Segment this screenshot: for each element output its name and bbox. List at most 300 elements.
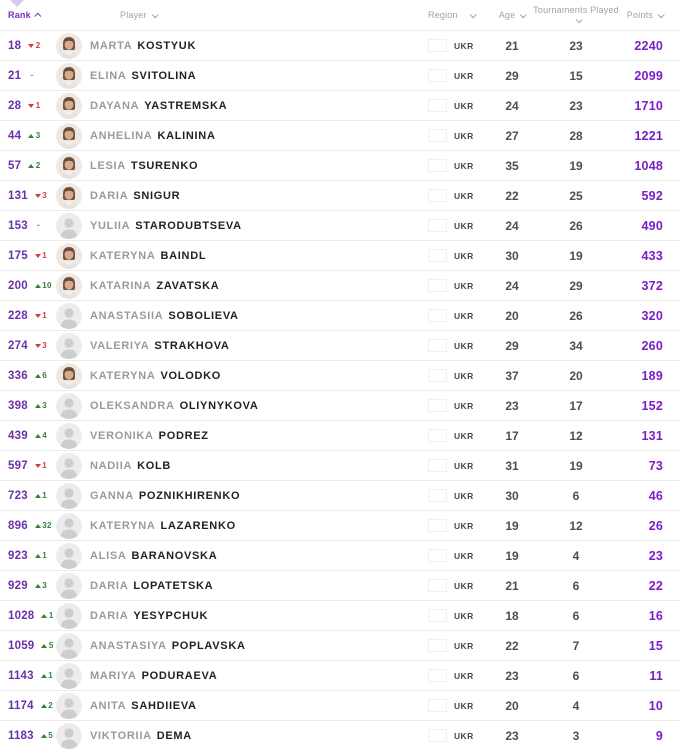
table-row[interactable] — [0, 90, 680, 120]
region-code: UKR — [454, 610, 474, 621]
player-first-name: VIKTORIIA — [90, 729, 152, 742]
ukraine-flag-icon — [428, 309, 447, 322]
player-name[interactable] — [82, 130, 428, 142]
rank-cell — [0, 70, 56, 82]
age-value: 20 — [505, 308, 519, 323]
player-last-name: STRAKHOVA — [154, 339, 230, 352]
table-row[interactable] — [0, 510, 680, 540]
chevron-down-icon — [576, 16, 583, 23]
player-first-name: DAYANA — [90, 99, 140, 112]
player-name[interactable] — [82, 160, 428, 172]
rank-cell — [0, 700, 56, 712]
tournaments-value: 19 — [569, 458, 583, 473]
table-row[interactable] — [0, 240, 680, 270]
player-avatar — [56, 243, 82, 269]
points-value: 490 — [641, 218, 663, 233]
points-value: 16 — [648, 608, 663, 623]
player-name[interactable] — [82, 340, 428, 352]
player-first-name: VALERIYA — [90, 339, 150, 352]
rank-value: 175 — [8, 249, 28, 262]
rank-change-indicator: 1 — [35, 461, 47, 470]
player-name[interactable] — [82, 400, 428, 412]
region-cell — [428, 369, 492, 382]
age-value: 18 — [505, 608, 519, 623]
age-value: 17 — [505, 428, 519, 443]
player-avatar — [56, 423, 82, 449]
age-value: 37 — [505, 368, 519, 383]
player-last-name: SNIGUR — [133, 189, 181, 202]
table-row[interactable] — [0, 150, 680, 180]
region-cell — [428, 519, 492, 532]
ukraine-flag-icon — [428, 699, 447, 712]
rank-value: 44 — [8, 129, 22, 142]
region-code: UKR — [454, 340, 474, 351]
tournaments-value: 12 — [569, 518, 583, 533]
player-first-name: ANITA — [90, 699, 127, 712]
tournaments-value: 6 — [572, 578, 580, 593]
rank-value: 439 — [8, 429, 28, 442]
ukraine-flag-icon — [428, 279, 447, 292]
player-first-name: OLEKSANDRA — [90, 399, 175, 412]
age-value: 23 — [505, 728, 519, 743]
tournaments-value: 26 — [569, 308, 583, 323]
ukraine-flag-icon — [428, 399, 447, 412]
player-last-name: STARODUBTSEVA — [135, 219, 242, 232]
rank-change-indicator: 2 — [28, 41, 40, 50]
rank-change-indicator: 32 — [35, 521, 52, 530]
rank-cell — [0, 370, 56, 382]
player-last-name: POZNIKHIRENKO — [138, 489, 241, 502]
age-value: 23 — [505, 398, 519, 413]
rank-value: 57 — [8, 159, 22, 172]
player-avatar — [56, 663, 82, 689]
player-last-name: SOBOLIEVA — [168, 309, 239, 322]
player-avatar — [56, 273, 82, 299]
table-row[interactable] — [0, 420, 680, 450]
tournaments-value: 19 — [569, 158, 583, 173]
rank-cell — [0, 130, 56, 142]
rank-change-indicator: 3 — [35, 401, 47, 410]
age-value: 24 — [505, 218, 519, 233]
player-name[interactable] — [82, 100, 428, 112]
table-row[interactable] — [0, 450, 680, 480]
points-value: 11 — [649, 668, 663, 683]
rank-change-indicator: 1 — [35, 551, 47, 560]
player-last-name: SVITOLINA — [131, 69, 197, 82]
points-value: 1221 — [634, 128, 663, 143]
tournaments-value: 20 — [569, 368, 583, 383]
rank-value: 131 — [8, 189, 28, 202]
age-value: 27 — [505, 128, 519, 143]
player-first-name: YULIIA — [90, 219, 131, 232]
table-row[interactable] — [0, 390, 680, 420]
table-row[interactable] — [0, 300, 680, 330]
rank-cell — [0, 100, 56, 112]
age-value: 20 — [505, 698, 519, 713]
region-code: UKR — [454, 490, 474, 501]
points-value: 2099 — [634, 68, 663, 83]
region-code: UKR — [454, 190, 474, 201]
player-name[interactable] — [82, 640, 428, 652]
tournaments-value: 4 — [572, 698, 580, 713]
player-avatar — [56, 633, 82, 659]
region-cell — [428, 339, 492, 352]
player-first-name: DARIA — [90, 609, 129, 622]
table-body — [0, 30, 680, 750]
rank-cell — [0, 250, 56, 262]
table-row[interactable] — [0, 660, 680, 690]
rank-change-indicator: 1 — [41, 611, 53, 620]
region-cell — [428, 729, 492, 742]
rank-value: 923 — [8, 549, 28, 562]
region-cell — [428, 129, 492, 142]
table-header-row — [0, 0, 680, 30]
rank-cell — [0, 580, 56, 592]
rank-value: 1028 — [8, 609, 35, 622]
col-header-age-label: Age — [498, 10, 516, 20]
region-cell — [428, 609, 492, 622]
player-first-name: ANHELINA — [90, 129, 153, 142]
player-name[interactable] — [82, 580, 428, 592]
player-name[interactable] — [82, 280, 428, 292]
col-header-age[interactable] — [492, 10, 532, 20]
player-last-name: SAHDIIEVA — [131, 699, 197, 712]
ukraine-flag-icon — [428, 429, 447, 442]
player-first-name: DARIA — [90, 189, 129, 202]
rank-cell — [0, 310, 56, 322]
ukraine-flag-icon — [428, 549, 447, 562]
tournaments-value: 6 — [572, 668, 580, 683]
player-name[interactable] — [82, 490, 428, 502]
rank-value: 228 — [8, 309, 28, 322]
age-value: 35 — [505, 158, 519, 173]
player-avatar — [56, 363, 82, 389]
region-cell — [428, 429, 492, 442]
col-header-player-label: Player — [120, 10, 157, 20]
ukraine-flag-icon — [428, 39, 447, 52]
rank-cell — [0, 640, 56, 652]
player-first-name: ANASTASIYA — [90, 639, 167, 652]
age-value: 21 — [505, 38, 519, 53]
player-avatar — [56, 213, 82, 239]
table-row[interactable] — [0, 360, 680, 390]
rank-change-indicator: 3 — [35, 191, 47, 200]
table-row[interactable] — [0, 60, 680, 90]
rank-cell — [0, 670, 56, 682]
tournaments-value: 17 — [569, 398, 583, 413]
player-last-name: YASTREMSKA — [144, 99, 228, 112]
region-cell — [428, 309, 492, 322]
tournaments-value: 7 — [572, 638, 580, 653]
age-value: 22 — [505, 638, 519, 653]
region-code: UKR — [454, 580, 474, 591]
player-name[interactable] — [82, 610, 428, 622]
region-code: UKR — [454, 460, 474, 471]
table-row[interactable] — [0, 570, 680, 600]
player-avatar — [56, 63, 82, 89]
ukraine-flag-icon — [428, 99, 447, 112]
chevron-up-icon — [34, 12, 41, 19]
tournaments-value: 28 — [569, 128, 583, 143]
ukraine-flag-icon — [428, 69, 447, 82]
tournaments-value: 19 — [569, 248, 583, 263]
rank-change-indicator: 1 — [35, 251, 47, 260]
region-code: UKR — [454, 640, 474, 651]
rank-value: 274 — [8, 339, 28, 352]
col-header-points[interactable] — [620, 10, 663, 20]
region-code: UKR — [454, 310, 474, 321]
chevron-down-icon — [520, 11, 527, 18]
rank-change-indicator: 3 — [35, 341, 47, 350]
region-code: UKR — [454, 670, 474, 681]
tournaments-value: 6 — [572, 608, 580, 623]
region-code: UKR — [454, 370, 474, 381]
table-row[interactable] — [0, 30, 680, 60]
points-value: 73 — [648, 458, 663, 473]
ukraine-flag-icon — [428, 669, 447, 682]
age-value: 30 — [505, 488, 519, 503]
region-code: UKR — [454, 730, 474, 741]
player-last-name: BAINDL — [160, 249, 207, 262]
chevron-down-icon — [151, 11, 158, 18]
player-first-name: NADIIA — [90, 459, 133, 472]
rank-cell — [0, 340, 56, 352]
age-value: 21 — [505, 578, 519, 593]
player-name[interactable] — [82, 700, 428, 712]
region-cell — [428, 219, 492, 232]
player-name[interactable] — [82, 460, 428, 472]
table-row[interactable] — [0, 720, 680, 750]
player-avatar — [56, 93, 82, 119]
player-first-name: DARIA — [90, 579, 129, 592]
player-name[interactable] — [82, 190, 428, 202]
col-header-rank-label: Rank — [8, 10, 31, 20]
table-row[interactable] — [0, 120, 680, 150]
ukraine-flag-icon — [428, 129, 447, 142]
region-cell — [428, 669, 492, 682]
ukraine-flag-icon — [428, 339, 447, 352]
points-value: 131 — [641, 428, 663, 443]
player-last-name: TSURENKO — [130, 159, 199, 172]
col-header-points-label: Points — [626, 10, 653, 20]
player-first-name: KATERYNA — [90, 369, 156, 382]
table-row[interactable] — [0, 270, 680, 300]
region-cell — [428, 459, 492, 472]
ukraine-flag-icon — [428, 459, 447, 472]
col-header-tournaments[interactable] — [532, 5, 620, 25]
rank-cell — [0, 460, 56, 472]
rank-change-indicator: 1 — [28, 101, 40, 110]
tournaments-value: 29 — [569, 278, 583, 293]
player-avatar — [56, 33, 82, 59]
table-row[interactable] — [0, 690, 680, 720]
ukraine-flag-icon — [428, 489, 447, 502]
points-value: 23 — [648, 548, 663, 563]
player-first-name: GANNA — [90, 489, 134, 502]
player-avatar — [56, 153, 82, 179]
rank-change-indicator: 1 — [41, 671, 53, 680]
player-last-name: LOPATETSKA — [133, 579, 214, 592]
region-code: UKR — [454, 700, 474, 711]
player-last-name: ZAVATSKA — [156, 279, 220, 292]
rank-value: 200 — [8, 279, 28, 292]
age-value: 30 — [505, 248, 519, 263]
tournaments-value: 15 — [569, 68, 583, 83]
player-last-name: OLIYNYKOVA — [179, 399, 259, 412]
player-name[interactable] — [82, 70, 428, 82]
player-name[interactable] — [82, 730, 428, 742]
region-code: UKR — [454, 100, 474, 111]
age-value: 19 — [505, 518, 519, 533]
table-row[interactable] — [0, 600, 680, 630]
rank-value: 1183 — [8, 729, 34, 742]
player-last-name: VOLODKO — [160, 369, 222, 382]
rank-value: 929 — [8, 579, 28, 592]
player-avatar — [56, 573, 82, 599]
region-code: UKR — [454, 40, 474, 51]
region-code: UKR — [454, 430, 474, 441]
region-code: UKR — [454, 70, 474, 81]
player-avatar — [56, 723, 82, 749]
rank-value: 723 — [8, 489, 28, 502]
player-first-name: MARIYA — [90, 669, 137, 682]
col-header-region[interactable] — [428, 10, 492, 20]
table-row[interactable] — [0, 330, 680, 360]
player-last-name: BARANOVSKA — [131, 549, 218, 562]
player-name[interactable] — [82, 250, 428, 262]
points-value: 9 — [655, 728, 663, 743]
player-last-name: KOLB — [137, 459, 172, 472]
region-code: UKR — [454, 130, 474, 141]
player-last-name: PODREZ — [158, 429, 209, 442]
region-code: UKR — [454, 160, 474, 171]
rank-value: 18 — [8, 39, 22, 52]
player-avatar — [56, 393, 82, 419]
rank-cell — [0, 40, 56, 52]
rank-change-indicator: 1 — [35, 491, 47, 500]
player-last-name: DEMA — [156, 729, 192, 742]
tournaments-value: 3 — [572, 728, 580, 743]
rank-change-indicator: 2 — [41, 701, 53, 710]
player-name[interactable] — [82, 670, 428, 682]
rank-change-indicator: 1 — [35, 311, 47, 320]
region-cell — [428, 249, 492, 262]
region-cell — [428, 69, 492, 82]
age-value: 23 — [505, 668, 519, 683]
points-value: 433 — [641, 248, 663, 263]
player-name[interactable] — [82, 370, 428, 382]
region-cell — [428, 699, 492, 712]
region-cell — [428, 279, 492, 292]
points-value: 189 — [641, 368, 663, 383]
age-value: 31 — [505, 458, 519, 473]
points-value: 22 — [648, 578, 663, 593]
player-name[interactable] — [82, 40, 428, 52]
points-value: 1710 — [634, 98, 663, 113]
points-value: 10 — [648, 698, 663, 713]
player-first-name: LESIA — [90, 159, 126, 172]
age-value: 29 — [505, 68, 519, 83]
player-avatar — [56, 453, 82, 479]
rank-change-indicator: 6 — [35, 371, 47, 380]
region-cell — [428, 399, 492, 412]
region-code: UKR — [454, 220, 474, 231]
rank-cell — [0, 520, 56, 532]
tournaments-value: 23 — [569, 98, 583, 113]
player-last-name: LAZARENKO — [160, 519, 236, 532]
col-header-region-label: Region — [428, 10, 458, 20]
points-value: 26 — [648, 518, 663, 533]
tournaments-value: 4 — [572, 548, 580, 563]
player-name[interactable] — [82, 430, 428, 442]
points-value: 15 — [648, 638, 663, 653]
player-name[interactable] — [82, 520, 428, 532]
player-first-name: MARTA — [90, 39, 133, 52]
rank-value: 1174 — [8, 699, 34, 712]
player-avatar — [56, 693, 82, 719]
col-header-player[interactable] — [56, 10, 428, 20]
col-header-tournaments-label: Tournaments Played — [533, 5, 619, 15]
table-row[interactable] — [0, 540, 680, 570]
rank-cell — [0, 280, 56, 292]
player-avatar — [56, 603, 82, 629]
player-name[interactable] — [82, 220, 428, 232]
age-value: 19 — [505, 548, 519, 563]
points-value: 1048 — [634, 158, 663, 173]
rank-value: 336 — [8, 369, 28, 382]
player-avatar — [56, 513, 82, 539]
player-last-name: YESYPCHUK — [133, 609, 209, 622]
player-first-name: ELINA — [90, 69, 127, 82]
region-code: UKR — [454, 250, 474, 261]
player-last-name: KALININA — [157, 129, 216, 142]
age-value: 24 — [505, 278, 519, 293]
points-value: 260 — [641, 338, 663, 353]
table-row[interactable] — [0, 210, 680, 240]
table-row[interactable] — [0, 480, 680, 510]
rank-value: 1059 — [8, 639, 35, 652]
region-cell — [428, 489, 492, 502]
rank-value: 398 — [8, 399, 28, 412]
tournaments-value: 25 — [569, 188, 583, 203]
region-code: UKR — [454, 400, 474, 411]
table-row[interactable] — [0, 180, 680, 210]
player-first-name: KATERYNA — [90, 249, 156, 262]
ukraine-flag-icon — [428, 189, 447, 202]
rank-value: 1143 — [8, 669, 34, 682]
ukraine-flag-icon — [428, 159, 447, 172]
table-row[interactable] — [0, 630, 680, 660]
rank-value: 896 — [8, 519, 28, 532]
region-cell — [428, 39, 492, 52]
player-name[interactable] — [82, 310, 428, 322]
player-first-name: VERONIKA — [90, 429, 154, 442]
points-value: 152 — [641, 398, 663, 413]
player-avatar — [56, 123, 82, 149]
region-cell — [428, 579, 492, 592]
player-first-name: ALISA — [90, 549, 127, 562]
points-value: 592 — [641, 188, 663, 203]
rank-change-indicator: - — [30, 70, 34, 81]
col-header-rank[interactable] — [0, 10, 56, 20]
ukraine-flag-icon — [428, 639, 447, 652]
tournaments-value: 34 — [569, 338, 583, 353]
points-value: 320 — [641, 308, 663, 323]
region-code: UKR — [454, 520, 474, 531]
rank-cell — [0, 430, 56, 442]
player-name[interactable] — [82, 550, 428, 562]
rank-change-indicator: 5 — [41, 641, 53, 650]
